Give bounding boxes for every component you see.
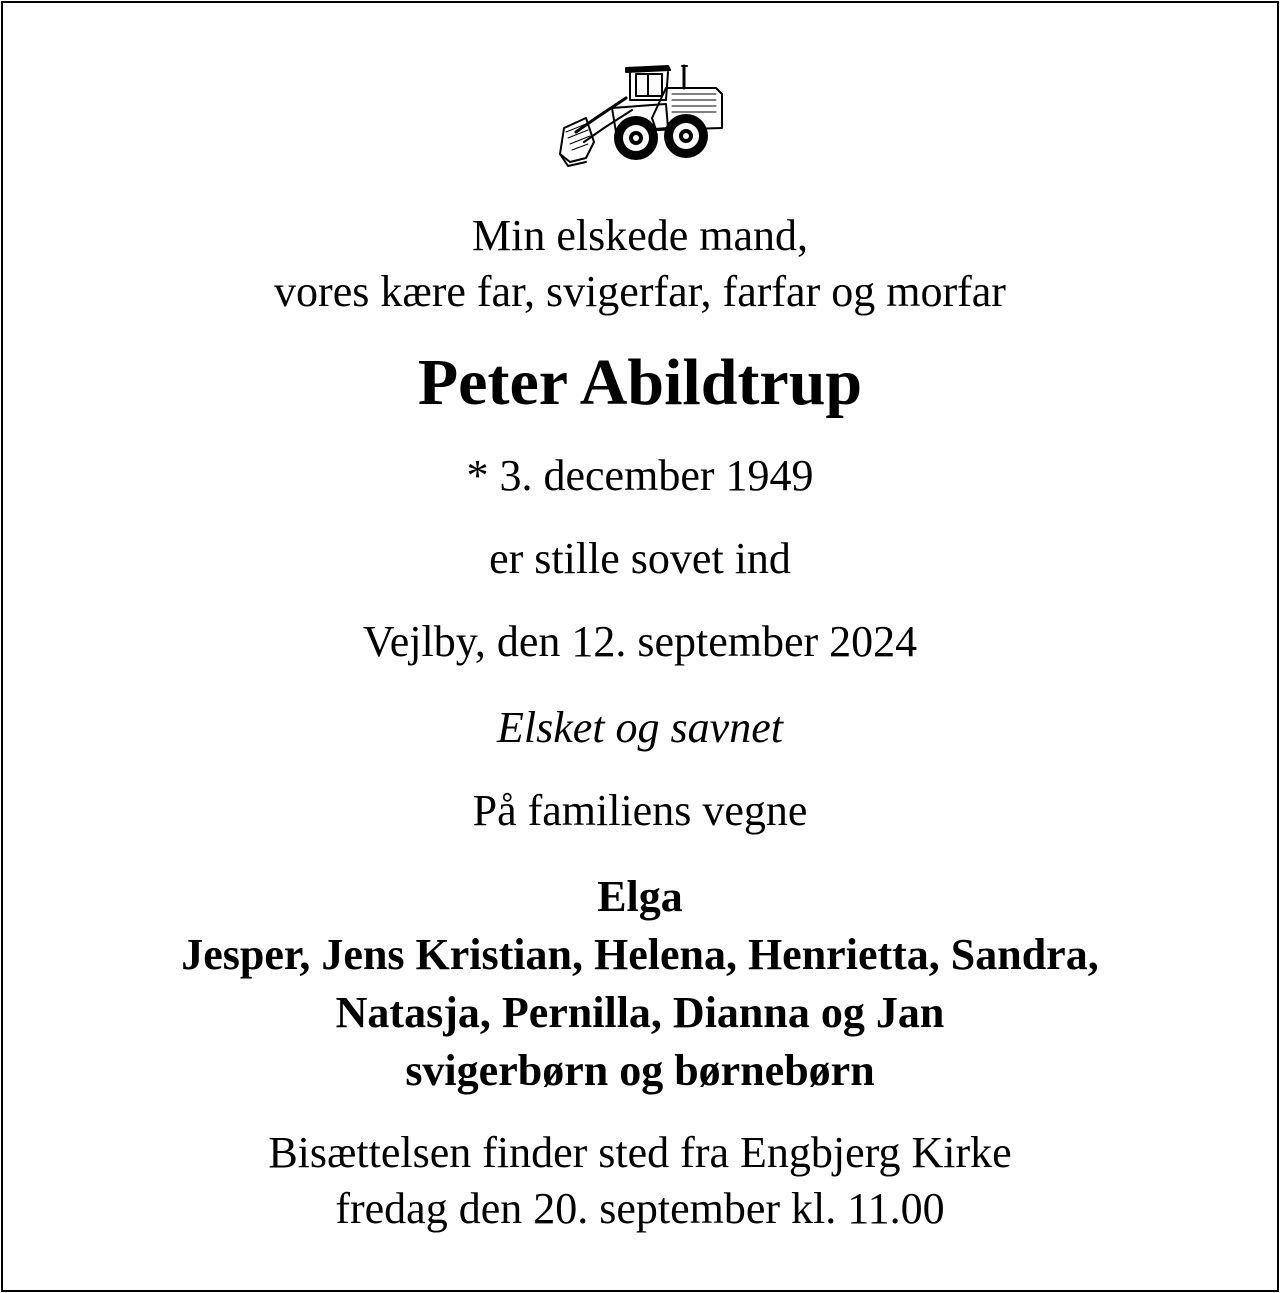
loved-and-missed: Elsket og savnet	[497, 703, 783, 752]
intro-line-1: Min elskede mand,	[471, 211, 809, 260]
birth-date: * 3. december 1949	[466, 451, 814, 500]
family-line-4: svigerbørn og børnebørn	[405, 1046, 875, 1095]
ceremony-line-1: Bisættelsen finder sted fra Engbjerg Kirke	[268, 1128, 1012, 1177]
family-line-3: Natasja, Pernilla, Dianna og Jan	[335, 988, 945, 1037]
family-names	[0, 868, 1280, 1100]
on-behalf-text: På familiens vegne	[472, 786, 808, 835]
place-and-date: Vejlby, den 12. september 2024	[362, 617, 918, 666]
ceremony-line-2: fredag den 20. september kl. 11.00	[335, 1184, 945, 1233]
intro-line-2: vores kære far, svigerfar, farfar og morfar	[274, 267, 1006, 316]
family-line-2: Jesper, Jens Kristian, Helena, Henrietta, Sandra,	[181, 930, 1099, 979]
wheel-loader-icon	[556, 58, 726, 170]
deceased-name: Peter Abildtrup	[417, 346, 863, 419]
ceremony-info	[0, 1125, 1280, 1237]
passed-text: er stille sovet ind	[489, 534, 791, 583]
family-line-1: Elga	[597, 872, 683, 921]
intro-text	[0, 208, 1280, 320]
